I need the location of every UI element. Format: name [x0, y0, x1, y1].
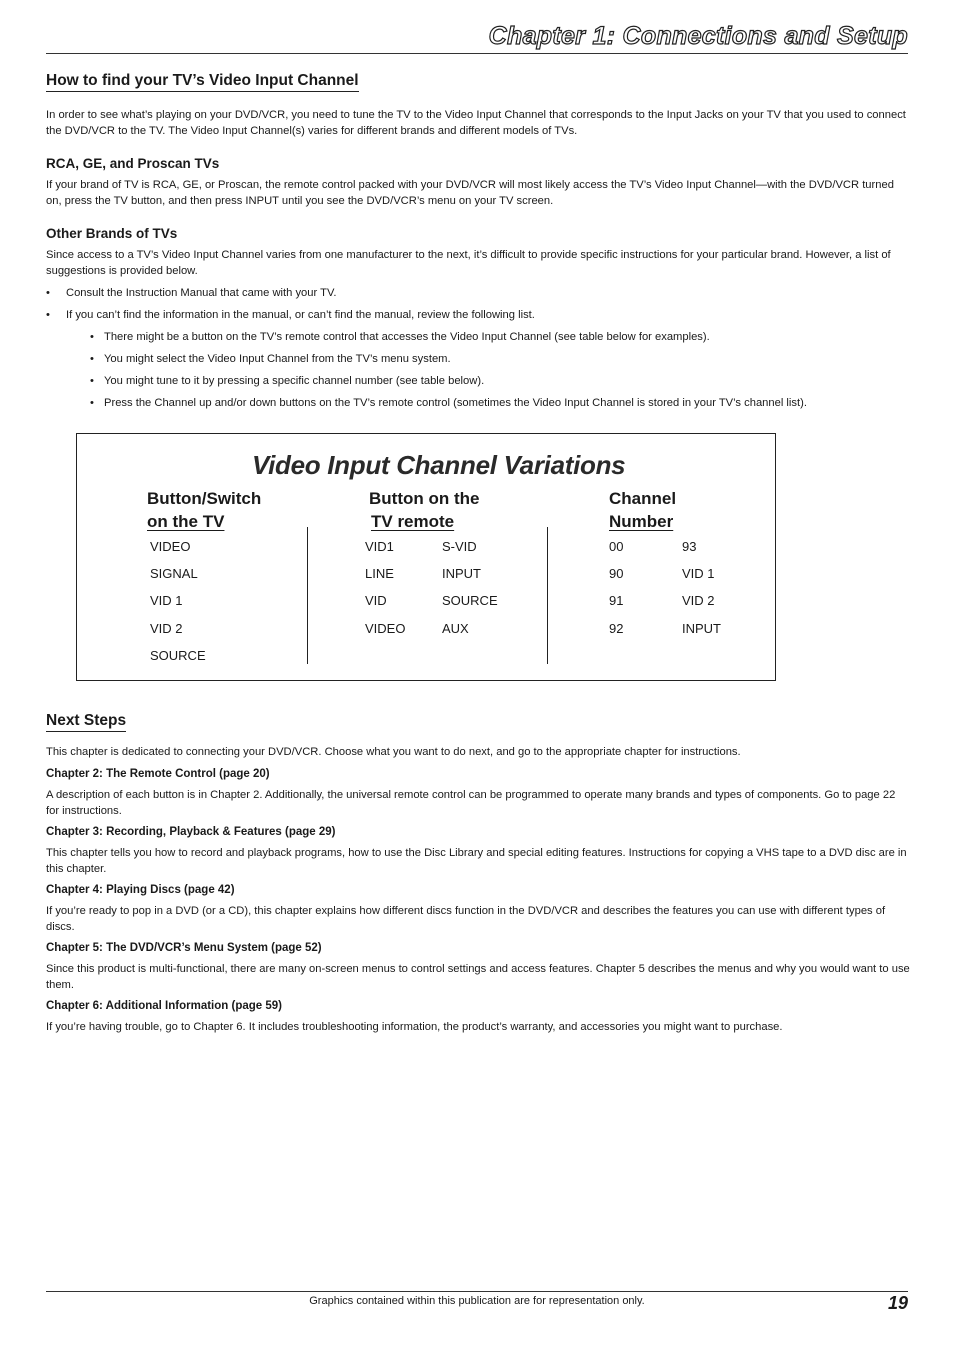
table-cell: SOURCE [442, 593, 498, 608]
table-cell: VID 2 [682, 593, 715, 608]
video-input-table [76, 433, 776, 681]
table-cell: INPUT [682, 621, 721, 636]
sub-list-item: • You might select the Video Input Channel from the TV’s menu system. [46, 351, 910, 367]
header-rule [46, 53, 908, 54]
table-cell: 90 [609, 566, 624, 581]
column-divider [307, 527, 308, 664]
chapter-link-heading: Chapter 5: The DVD/VCR’s Menu System (page 52) [46, 942, 322, 954]
table-cell: VID [365, 593, 387, 608]
chapter-link-heading: Chapter 3: Recording, Playback & Features (page 29) [46, 826, 336, 838]
section-video-input [46, 70, 910, 411]
column-divider [547, 527, 548, 664]
col-header-tv-button [147, 487, 261, 533]
section-next-steps [46, 710, 910, 1035]
table-cell: AUX [442, 621, 469, 636]
table-cell: VID 1 [150, 593, 183, 608]
col-header-channel-number [609, 487, 676, 533]
other-brands-heading: Other Brands of TVs [46, 226, 178, 241]
table-cell: SIGNAL [150, 566, 198, 581]
next-steps-intro: This chapter is dedicated to connecting your DVD/VCR. Choose what you want to do next, and go to the appropriate chapter for instructions. [46, 746, 741, 758]
sub-list-item: • Press the Channel up and/or down buttons on the TV’s remote control (sometimes the Video Input Channel is stored in your TV’s channel list). [46, 395, 910, 411]
col-header-line: Channel [609, 489, 677, 508]
table-cell: VIDEO [150, 539, 191, 554]
sub-list-item: • There might be a button on the TV’s remote control that accesses the Video Input Channel (see table below for examples). [46, 329, 910, 345]
table-cell: 91 [609, 593, 624, 608]
chapter-link-heading: Chapter 4: Playing Discs (page 42) [46, 884, 235, 896]
table-title: Video Input Channel Variations [252, 450, 626, 480]
intro-paragraph: In order to see what’s playing on your DVD/VCR, you need to tune the TV to the Video Input Channel that corresponds to the Input Jacks on your TV that you used to connect the DVD/VCR to the TV. The Video Input Channel(s) varies for different brands and different models of TVs. [46, 109, 906, 137]
table-cell: VID 2 [150, 621, 183, 636]
col-header-line: on the TV [147, 512, 225, 531]
chapter-description: Since this product is multi-functional, there are many on-screen menus to control settings and access features. Chapter 5 describes the menus and why you would want to use them. [46, 963, 910, 991]
col-header-line: Number [609, 512, 674, 531]
chapter-link-heading: Chapter 6: Additional Information (page 59) [46, 1000, 282, 1012]
table-cell: 92 [609, 621, 624, 636]
table-cell: INPUT [442, 566, 481, 581]
col-header-remote-button [369, 487, 479, 533]
table-cell: 00 [609, 539, 624, 554]
table-cell: SOURCE [150, 648, 206, 663]
col-header-line: Button/Switch [147, 489, 262, 508]
sub-list-item: • You might tune to it by pressing a specific channel number (see table below). [46, 373, 910, 389]
table-cell: LINE [365, 566, 394, 581]
chapter-title: Chapter 1: Connections and Setup [488, 22, 908, 50]
col-header-line: Button on the [369, 489, 480, 508]
chapter-link-heading: Chapter 2: The Remote Control (page 20) [46, 768, 270, 780]
footer-note: Graphics contained within this publication are for representation only. [309, 1295, 645, 1307]
chapter-description: This chapter tells you how to record and playback programs, how to use the Disc Library and special editing features. Instructions for copying a VHS tape to a DVD disc are in this chapter. [46, 847, 907, 875]
section-heading-video-input: How to find your TV’s Video Input Channel [46, 72, 359, 92]
table-cell: VIDEO [365, 621, 406, 636]
chapter-description: If you’re ready to pop in a DVD (or a CD), this chapter explains how different discs function in the DVD/VCR and describes the features you can use with different types of discs. [46, 905, 886, 933]
chapter-description: If you’re having trouble, go to Chapter 6. It includes troubleshooting information, the product’s warranty, and accessories you might want to purchase. [46, 1021, 783, 1033]
list-item: • Consult the Instruction Manual that came with your TV. [46, 285, 910, 301]
section-heading-next-steps: Next Steps [46, 712, 126, 732]
rca-paragraph: If your brand of TV is RCA, GE, or Proscan, the remote control packed with your DVD/VCR will most likely access the TV’s Video Input Channel—with the DVD/VCR turned on, press the TV button, and then press INPUT until you see the DVD/VCR’s menu on your TV screen. [46, 179, 894, 207]
table-cell: 93 [682, 539, 697, 554]
table-cell: S-VID [442, 539, 477, 554]
list-item: • If you can’t find the information in the manual, or can’t find the manual, review the following list. [46, 307, 910, 323]
table-cell: VID 1 [682, 566, 715, 581]
footer-rule [46, 1291, 908, 1292]
page-number: 19 [887, 1293, 908, 1313]
table-cell: VID1 [365, 539, 394, 554]
chapter-description: A description of each button is in Chapter 2. Additionally, the universal remote control can be programmed to operate many brands and types of components. Go to page 22 for instructions. [46, 789, 896, 817]
rca-heading: RCA, GE, and Proscan TVs [46, 156, 220, 171]
other-brands-paragraph: Since access to a TV’s Video Input Channel varies from one manufacturer to the next, it’s difficult to provide specific instructions for your particular brand. However, a list of suggestions is provided below. [46, 249, 891, 277]
col-header-line: TV remote [371, 512, 455, 531]
